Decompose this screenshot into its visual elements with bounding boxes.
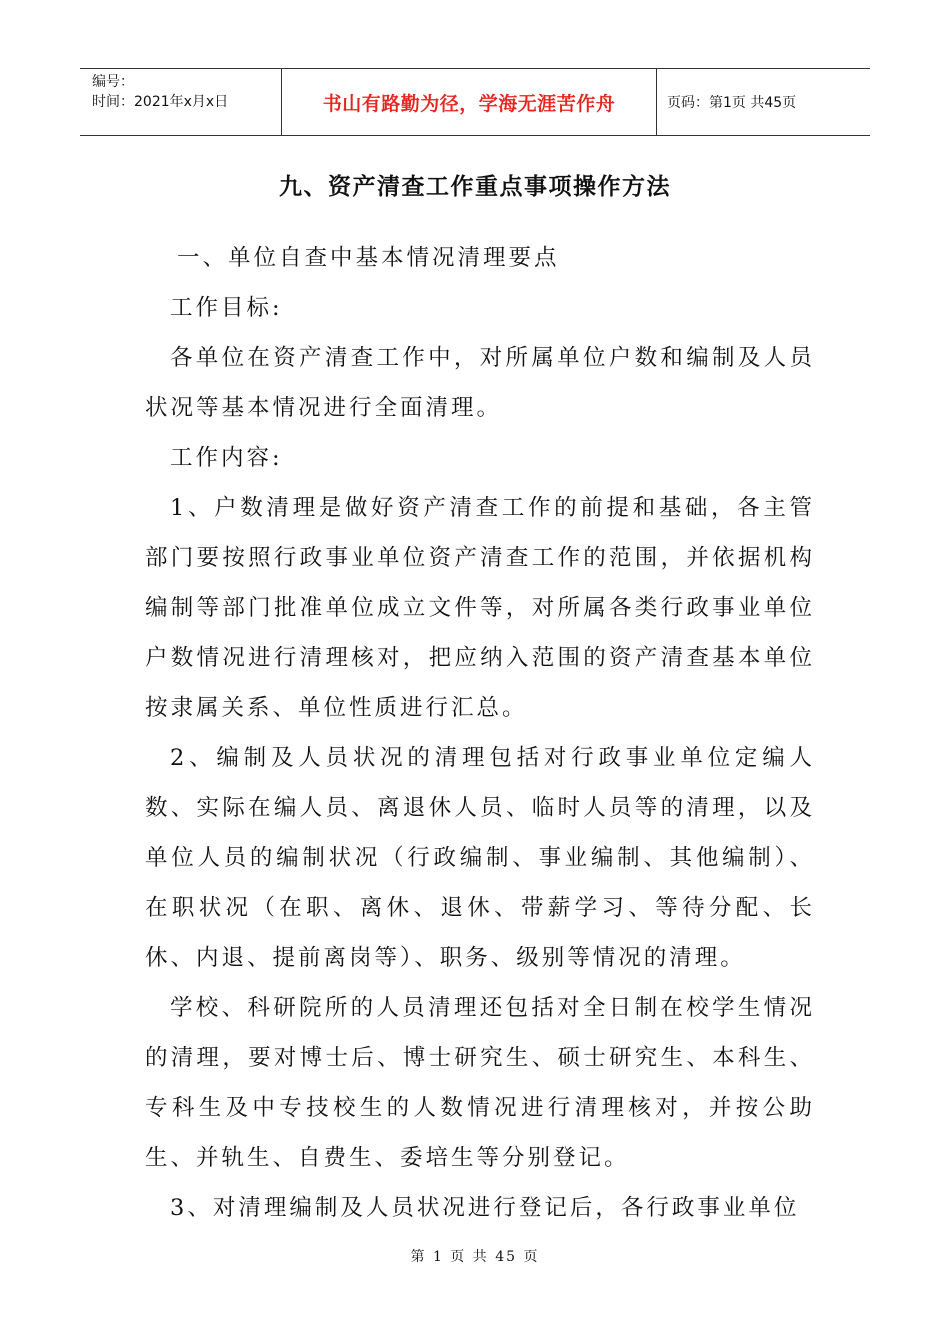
document-number-label: 编号： [92,74,134,90]
paragraph-item-3: 3、对清理编制及人员状况进行登记后，各行政事业单位 [170,1195,800,1221]
paragraph-item-1: 1、户数清理是做好资产清查工作的前提和基础，各主管部门要按照行政事业单位资产清查工作的范围，并依据机构编制等部门批准单位成立文件等，对所属各类行政事业单位户数情况进行清理核对，把应纳入范围的资产清查基本单位按隶属关系、单位性质进行汇总。 [145,495,815,721]
paragraph-item-2: 2、编制及人员状况的清理包括对行政事业单位定编人数、实际在编人员、离退休人员、临时人员等的清理，以及单位人员的编制状况（行政编制、事业编制、其他编制）、在职状况（在职、离休、退休、带薪学习、等待分配、长休、内退、提前离岗等）、职务、级别等情况的清理。 [145,745,815,971]
paragraph-work-goal: 各单位在资产清查工作中，对所属单位户数和编制及人员状况等基本情况进行全面清理。 [145,345,815,421]
header-meta [80,69,282,135]
page-header [80,68,870,136]
document-time-label: 时间：2021年x月x日 [92,94,229,110]
header-page-info: 页码：第1页 共45页 [667,95,797,111]
paragraph-work-content-label: 工作内容: [170,445,283,471]
header-motto: 书山有路勤为径，学海无涯苦作舟 [282,69,657,135]
page-footer: 第 1 页 共 45 页 [410,1249,540,1265]
document-body [145,233,815,1233]
section-heading: 一、单位自查中基本情况清理要点 [177,245,560,271]
paragraph-schools: 学校、科研院所的人员清理还包括对全日制在校学生情况的清理，要对博士后、博士研究生、硕士研究生、本科生、专科生及中专技校生的人数情况进行清理核对，并按公助生、并轨生、自费生、委培生等分别登记。 [145,995,815,1171]
document-title: 九、资产清查工作重点事项操作方法 [279,173,671,200]
paragraph-work-goal-label: 工作目标: [170,295,283,321]
